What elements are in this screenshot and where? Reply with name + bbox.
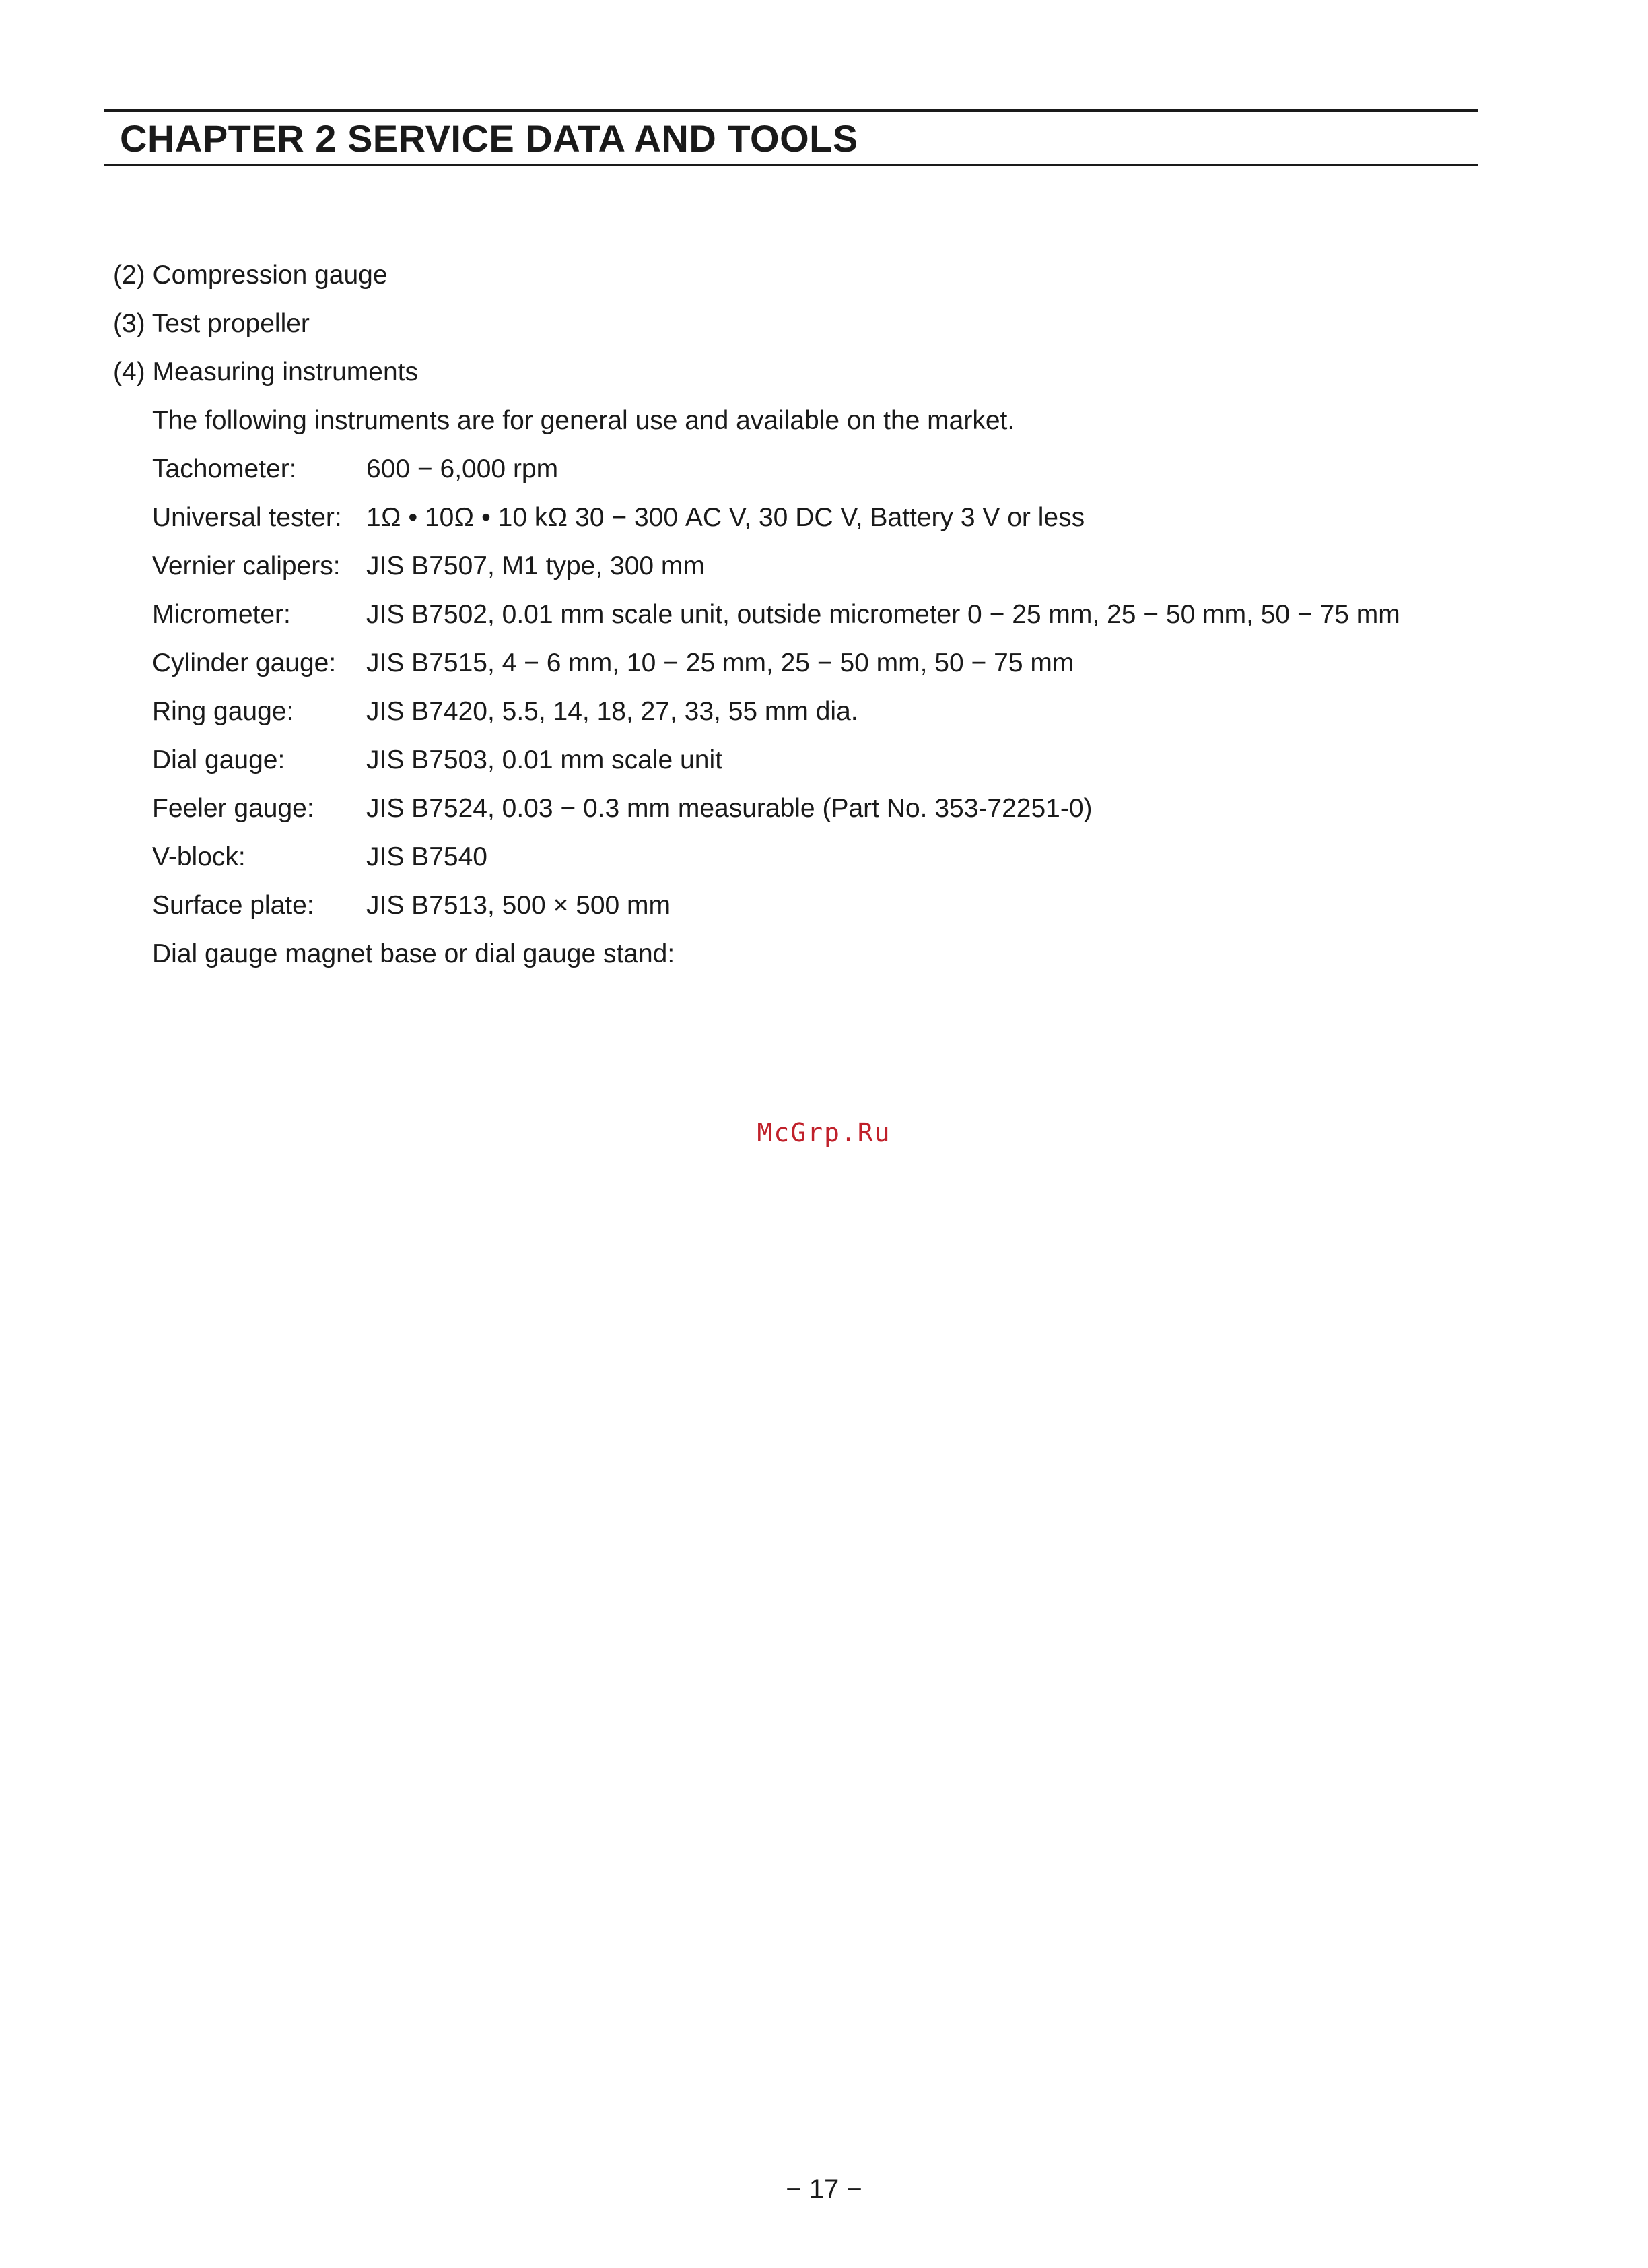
instrument-value: JIS B7515, 4 − 6 mm, 10 − 25 mm, 25 − 50 mm, 50 − 75 mm — [366, 648, 1074, 677]
closing-line: Dial gauge magnet base or dial gauge stand: — [152, 939, 675, 968]
instrument-label: Tachometer: — [152, 455, 297, 483]
instrument-value: JIS B7507, M1 type, 300 mm — [366, 552, 705, 580]
instrument-value: JIS B7420, 5.5, 14, 18, 27, 33, 55 mm dia. — [366, 697, 858, 726]
list-item-test-propeller: (3) Test propeller — [113, 309, 310, 338]
instrument-label: Feeler gauge: — [152, 794, 314, 823]
instrument-label: Ring gauge: — [152, 697, 294, 726]
instruments-intro: The following instruments are for general use and available on the market. — [152, 406, 1015, 435]
watermark-text: McGrp.Ru — [757, 1118, 891, 1147]
header-rule-top — [104, 109, 1478, 112]
instrument-value: 600 − 6,000 rpm — [366, 455, 559, 483]
instrument-label: V-block: — [152, 842, 246, 871]
instrument-label: Universal tester: — [152, 503, 342, 532]
instrument-label: Cylinder gauge: — [152, 648, 337, 677]
instrument-label: Surface plate: — [152, 891, 314, 920]
instrument-label: Micrometer: — [152, 600, 291, 629]
header-rule-bottom — [104, 164, 1478, 166]
instrument-value: JIS B7524, 0.03 − 0.3 mm measurable (Part No. 353-72251-0) — [366, 794, 1093, 823]
instrument-value: JIS B7502, 0.01 mm scale unit, outside micrometer 0 − 25 mm, 25 − 50 mm, 50 − 75 mm — [366, 600, 1400, 629]
list-item-measuring-instruments: (4) Measuring instruments — [113, 358, 418, 387]
instrument-value: 1Ω • 10Ω • 10 kΩ 30 − 300 AC V, 30 DC V, Battery 3 V or less — [366, 503, 1085, 532]
instrument-value: JIS B7503, 0.01 mm scale unit — [366, 745, 722, 774]
page-number: − 17 − — [786, 2174, 862, 2204]
instrument-value: JIS B7540 — [366, 842, 487, 871]
instrument-label: Dial gauge: — [152, 745, 285, 774]
instrument-label: Vernier calipers: — [152, 552, 341, 580]
instrument-value: JIS B7513, 500 × 500 mm — [366, 891, 671, 920]
list-item-compression-gauge: (2) Compression gauge — [113, 261, 388, 290]
chapter-title: CHAPTER 2 SERVICE DATA AND TOOLS — [120, 117, 858, 160]
